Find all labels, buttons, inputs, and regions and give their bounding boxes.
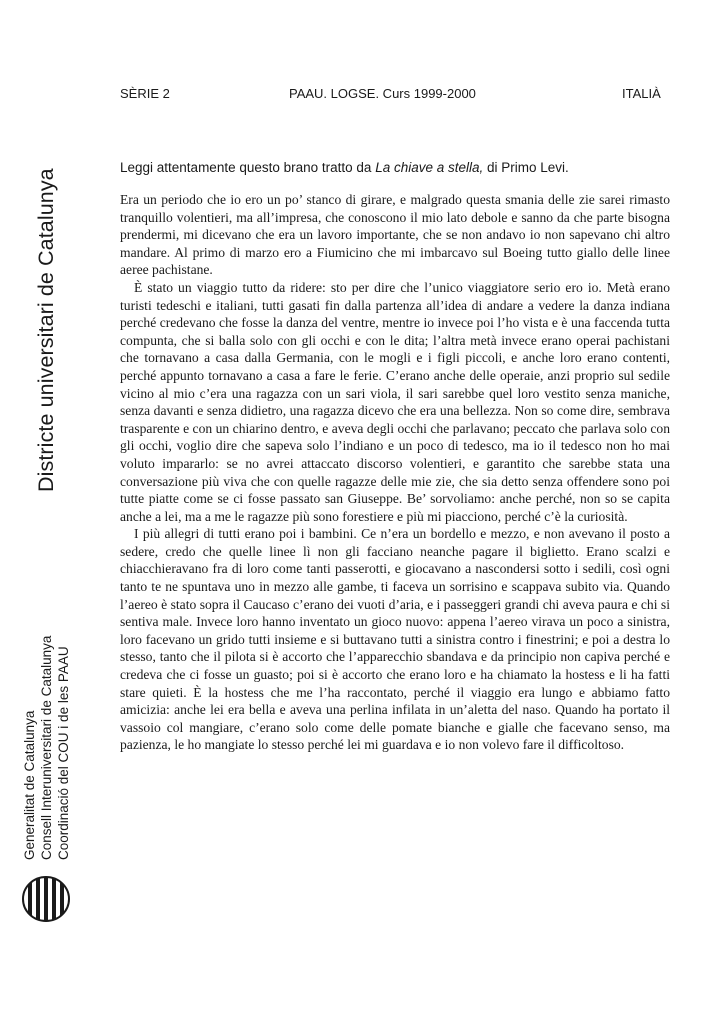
passage-body bbox=[120, 191, 670, 754]
reading-instruction bbox=[120, 160, 680, 175]
sidebar-district-title: Districte universitari de Catalunya bbox=[34, 168, 58, 492]
header-subject: ITALIÀ bbox=[622, 86, 661, 101]
header-series: SÈRIE 2 bbox=[120, 86, 170, 101]
sidebar-line-generalitat: Generalitat de Catalunya bbox=[22, 710, 37, 860]
book-title: La chiave a stella, bbox=[375, 160, 484, 175]
passage-paragraph: I più allegri di tutti erano poi i bambini. Ce n’era un bordello e mezzo, e non avevano il posto a sedere, credo che quelle linee lì non gli facciano neanche pagare il biglietto. Erano scalzi e chiacchieravano fra di loro come tanti passerotti, e giocavano a nascondersi sotto i sedili, così ogni tanto te ne spuntava uno in mezzo alle gambe, ti faceva un sorrisino e scappava subito via. Quando l’aereo è stato sopra il Caucaso c’erano dei vuoti d’aria, e i passeggeri grandi chi aveva paura e chi si sentiva male. Invece loro hanno inventato un gioco nuovo: appena l’aereo virava un poco a sinistra, loro facevano un grido tutti insieme e si buttavano tutti a sinistra contro i finestrini; e poi a destra lo stesso, tanto che il pilota si è accorto che l’apparecchio sbandava e da principio non capiva perché e credeva che ci fosse un guasto; poi si è accorto che erano loro e ha chiamato la hostess e li ha fatti stare quieti. È la hostess che me l’ha raccontato, perché il viaggio era lungo e abbiamo fatto amicizia: anche lei era bella e aveva una perlina infilata in un’aletta del naso. Quando ha portato il vassoio col mangiare, c’erano solo come delle pomate bianche e gialle che facevano senso, ma pazienza, le ho mangiate lo stesso perché lei mi guardava e io non volevo fare il difficoltoso. bbox=[120, 526, 670, 753]
sidebar-line-consell: Consell Interuniversitari de Catalunya bbox=[39, 635, 54, 860]
passage-paragraph: Era un periodo che io ero un po’ stanco di girare, e malgrado questa smania delle zie sarei rimasto tranquillo volentieri, ma all’impresa, che conoscono il mio lato debole e sanno da che parte bisogna prendermi, mi dicevano che era un lavoro importante, che se non andavo io non sapevano chi altro mandare. Al primo di marzo ero a Fiumicino che mi imbarcavo sul Boeing tutto giallo delle linee aeree pachistane. bbox=[120, 192, 670, 278]
sidebar-line-coordinacio: Coordinació del COU i de les PAAU bbox=[56, 646, 71, 860]
header-exam-title: PAAU. LOGSE. Curs 1999-2000 bbox=[289, 86, 476, 101]
instruction-suffix: di Primo Levi. bbox=[483, 160, 569, 175]
generalitat-stripes-logo-icon bbox=[21, 875, 71, 923]
instruction-prefix: Leggi attentamente questo brano tratto da bbox=[120, 160, 376, 175]
passage-paragraph: È stato un viaggio tutto da ridere: sto per dire che l’unico viaggiatore serio ero io. Metà erano turisti tedeschi e italiani, tutti gasati fin dalla partenza all’idea di andare a vedere la danza indiana perché credevano che fosse la danza del ventre, mentre io invece poi l’ho vista e è una faccenda tutta compunta, che si balla solo con gli occhi e con le dita; l’altra metà invece erano operai pachistani che tornavano a casa dalla Germania, con le mogli e i figli piccoli, e anche loro erano contenti, perché appunto tornavano a casa a fare le ferie. C’erano anche delle operaie, anzi proprio sul sedile vicino al mio c’era una ragazza con un sari viola, il sari sarebbe quel loro vestito senza maniche, senza davanti e senza didietro, una ragazza dicevo che era una bellezza. Non so come dire, sembrava trasparente e con un chiarino dentro, e aveva degli occhi che parlavano; peccato che parlava solo con gli occhi, voglio dire che sapeva solo l’indiano e un poco di tedesco, ma io il tedesco non ho mai voluto impararlo: se no avrei attaccato discorso volentieri, e garantito che sarebbe stata una conversazione più viva che con quelle ragazze delle mie zie, che sia detto senza offendere sono poi tutte piatte come se ci fosse passato san Giuseppe. Be’ sorvoliamo: anche perché, non so se capita anche a lei, ma a me le ragazze più sono forestiere e più mi piacciono, perché c’è la curiosità. bbox=[120, 279, 670, 524]
